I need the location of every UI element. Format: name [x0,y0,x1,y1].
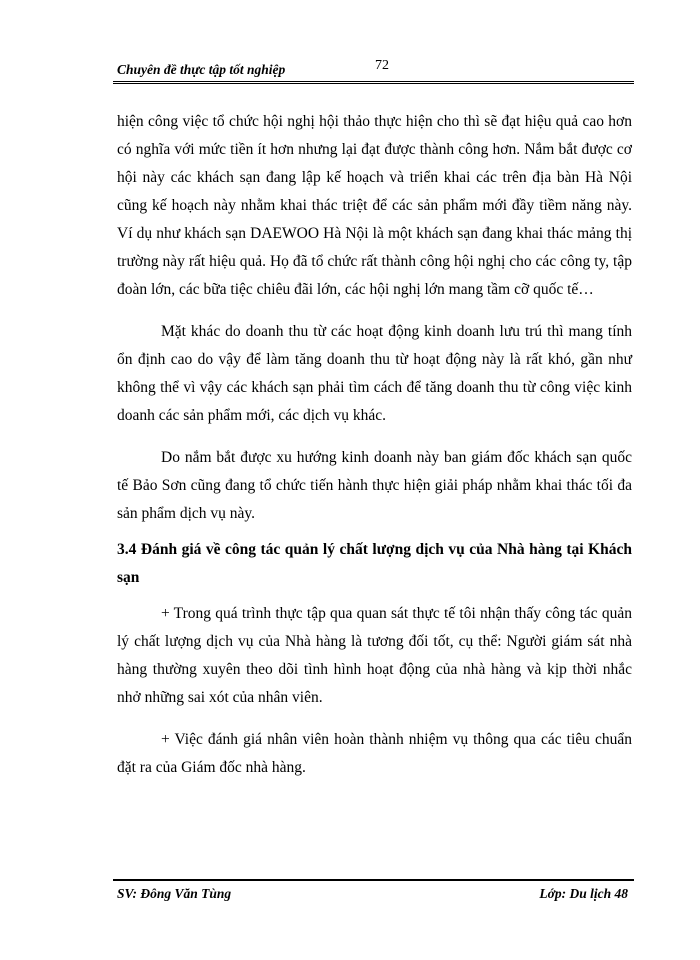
page-footer [113,879,634,909]
document-body [117,108,632,782]
page-number: 72 [375,58,389,73]
paragraph-bao-son: Do nắm bắt được xu hướng kinh doanh này ban giám đốc khách sạn quốc tế Bảo Sơn cũng đang tổ chức tiến hành thực hiện giải pháp nhằm khai thác tối đa sản phẩm dịch vụ này. [117,449,632,522]
footer-author: SV: Đông Văn Tùng [117,886,232,901]
footer-class: Lớp: Du lịch 48 [539,886,628,901]
paragraph-continued: hiện công việc tổ chức hội nghị hội thảo thực hiện cho thì sẽ đạt hiệu quả cao hơn có nghĩa với mức tiền ít hơn nhưng lại đạt được thành công hơn. Nắm bắt được cơ hội này các khách sạn đang lập kế hoạch và triển khai các trên địa bàn Hà Nội cũng kế hoạch này nhằm khai thác triệt để các sản phẩm mới đầy tiềm năng này. Ví dụ như khách sạn DAEWOO Hà Nội là một khách sạn đang khai thác mảng thị trường này rất hiệu quả. Họ đã tổ chức rất thành công hội nghị cho các công ty, tập đoàn lớn, các bữa tiệc chiêu đãi lớn, các hội nghị lớn mang tầm cỡ quốc tế… [117,113,632,298]
paragraph-quality-management: + Trong quá trình thực tập qua quan sát thực tế tôi nhận thấy công tác quản lý chất lượng dịch vụ của Nhà hàng là tương đối tốt, cụ thể: Người giám sát nhà hàng thường xuyên theo dõi tình hình hoạt động của nhà hàng và kịp thời nhắc nhở những sai xót của nhân viên. [117,605,632,706]
paragraph-staff-evaluation: + Việc đánh giá nhân viên hoàn thành nhiệm vụ thông qua các tiêu chuẩn đặt ra của Giám đốc nhà hàng. [117,731,632,776]
paragraph-revenue: Mặt khác do doanh thu từ các hoạt động kinh doanh lưu trú thì mang tính ổn định cao do vậy để làm tăng doanh thu từ hoạt động này là rất khó, gần như không thể vì vậy các khách sạn phải tìm cách để tăng doanh thu từ công việc kinh doanh các sản phẩm mới, các dịch vụ khác. [117,323,632,424]
header-title: Chuyên đề thực tập tốt nghiệp [117,62,286,77]
section-heading: 3.4 Đánh giá về công tác quản lý chất lượng dịch vụ của Nhà hàng tại Khách sạn [117,541,632,586]
header-divider [113,81,634,84]
page-header [113,58,634,80]
footer-divider [113,879,634,881]
